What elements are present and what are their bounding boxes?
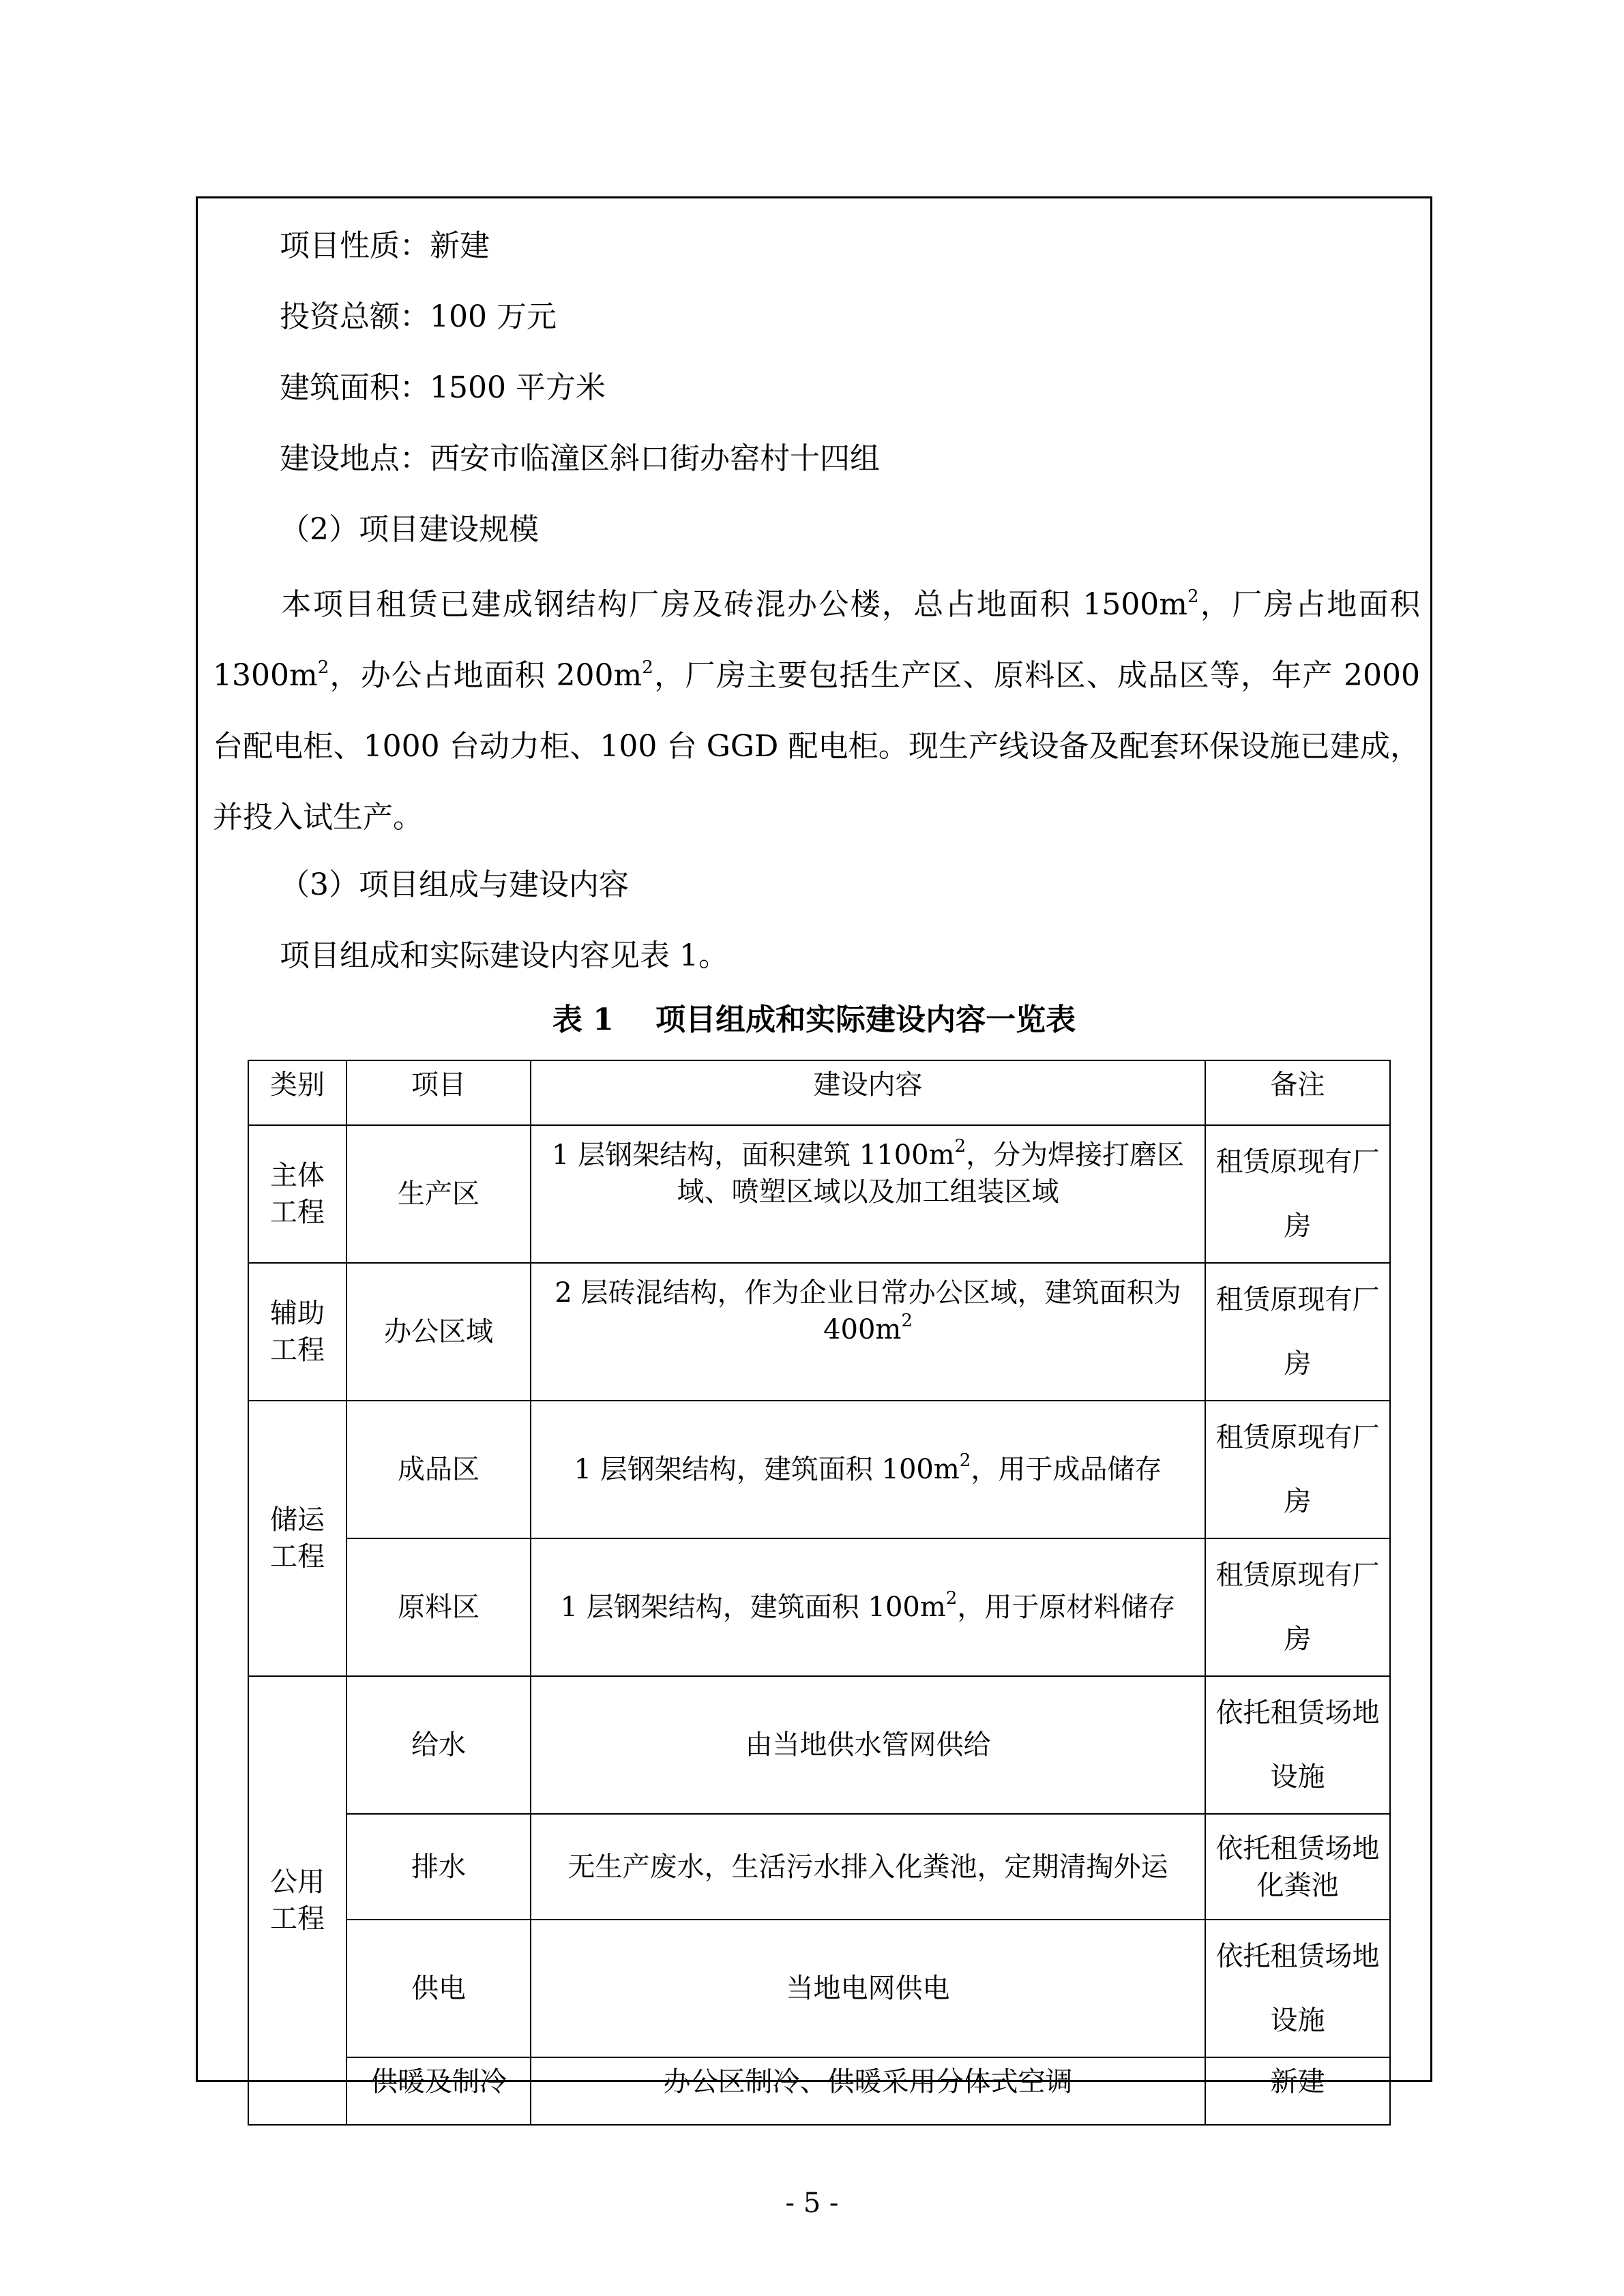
- content-cell: [531, 1263, 1205, 1401]
- table-row: [248, 1676, 1390, 1814]
- total-investment: 投资总额：100 万元: [280, 299, 557, 334]
- content-sup: 2: [959, 1450, 971, 1471]
- project-nature: 项目性质：新建: [280, 228, 490, 263]
- table-reference: 项目组成和实际建设内容见表 1。: [280, 938, 728, 973]
- remark-cell: 租赁原现有厂房: [1205, 1538, 1390, 1676]
- item-cell: 原料区: [346, 1538, 531, 1676]
- table-row: [248, 1920, 1390, 2057]
- item-cell: 排水: [346, 1814, 531, 1920]
- content-cell: [531, 1538, 1205, 1676]
- remark-cell: 租赁原现有厂房: [1205, 1263, 1390, 1401]
- scale-text-4: ，厂房主要包括生产区、原料区、成品区等，年产 2000 台配电柜、1000 台动力柜、100 台 GGD 配电柜。现生产线设备及配套环保设施已建成，并投入试生产。: [213, 658, 1420, 835]
- category-cell: 辅助工程: [248, 1263, 346, 1401]
- table-caption: 表 1 项目组成和实际建设内容一览表: [552, 1002, 1076, 1037]
- remark-cell: 租赁原现有厂房: [1205, 1401, 1390, 1538]
- remark-cell: 租赁原现有厂房: [1205, 1125, 1390, 1263]
- content-sup: 2: [945, 1588, 958, 1609]
- scale-text-1: 本项目租赁已建成钢结构厂房及砖混办公楼，总占地面积 1500m: [280, 587, 1188, 622]
- scale-text-2: ，厂房占地面积 1300m: [213, 587, 1421, 693]
- table-header-row: [248, 1060, 1390, 1125]
- construction-site: 建设地点：西安市临潼区斜口街办窑村十四组: [280, 441, 880, 476]
- content-text: ，用于成品储存: [971, 1454, 1162, 1485]
- content-cell: 办公区制冷、供暖采用分体式空调: [531, 2057, 1205, 2125]
- content-cell: 当地电网供电: [531, 1920, 1205, 2057]
- project-composition-table: [248, 1060, 1391, 2126]
- table-row: [248, 1125, 1390, 1263]
- scale-paragraph: [213, 569, 1420, 853]
- remark-cell: 依托租赁场地化粪池: [1205, 1814, 1390, 1920]
- category-cell: 公用工程: [248, 1676, 346, 2125]
- content-text: ，用于原材料储存: [957, 1592, 1176, 1623]
- content-text: 2 层砖混结构，作为企业日常办公区域，建筑面积为 400m: [555, 1277, 1181, 1345]
- category-cell: 主体工程: [248, 1125, 346, 1263]
- scale-text-3: ，办公占地面积 200m: [329, 658, 643, 693]
- table-row: [248, 1814, 1390, 1920]
- remark-cell: 新建: [1205, 2057, 1390, 2125]
- content-cell: 无生产废水，生活污水排入化粪池，定期清掏外运: [531, 1814, 1205, 1920]
- table-row: [248, 1401, 1390, 1538]
- category-cell: 储运工程: [248, 1401, 346, 1676]
- header-remark: 备注: [1205, 1060, 1390, 1125]
- scale-sup-3: 2: [642, 657, 653, 678]
- scale-sup-1: 2: [1187, 586, 1199, 607]
- item-cell: 生产区: [346, 1125, 531, 1263]
- content-sup: 2: [954, 1136, 966, 1157]
- section-heading-scale: （2）项目建设规模: [280, 512, 539, 547]
- content-cell: 由当地供水管网供给: [531, 1676, 1205, 1814]
- content-text: 1 层钢架结构，面积建筑 1100m: [551, 1139, 955, 1171]
- header-category: 类别: [248, 1060, 346, 1125]
- building-area: 建筑面积：1500 平方米: [280, 370, 606, 405]
- content-sup: 2: [901, 1311, 913, 1331]
- content-text: ，分为焊接打磨区域、喷塑区域以及加工组装区域: [677, 1139, 1185, 1208]
- header-content: 建设内容: [531, 1060, 1205, 1125]
- content-text: 1 层钢架结构，建筑面积 100m: [560, 1592, 946, 1623]
- header-item: 项目: [346, 1060, 531, 1125]
- item-cell: 供电: [346, 1920, 531, 2057]
- scale-sup-2: 2: [317, 657, 329, 678]
- remark-cell: 依托租赁场地设施: [1205, 1920, 1390, 2057]
- table-row: [248, 2057, 1390, 2125]
- item-cell: 办公区域: [346, 1263, 531, 1401]
- item-cell: 成品区: [346, 1401, 531, 1538]
- content-cell: [531, 1401, 1205, 1538]
- table-row: [248, 1538, 1390, 1676]
- content-cell: [531, 1125, 1205, 1263]
- remark-cell: 依托租赁场地设施: [1205, 1676, 1390, 1814]
- section-heading-composition: （3）项目组成与建设内容: [280, 867, 629, 902]
- item-cell: 供暖及制冷: [346, 2057, 531, 2125]
- item-cell: 给水: [346, 1676, 531, 1814]
- content-text: 1 层钢架结构，建筑面积 100m: [574, 1454, 960, 1485]
- table-row: [248, 1263, 1390, 1401]
- page-number: - 5 -: [785, 2188, 839, 2219]
